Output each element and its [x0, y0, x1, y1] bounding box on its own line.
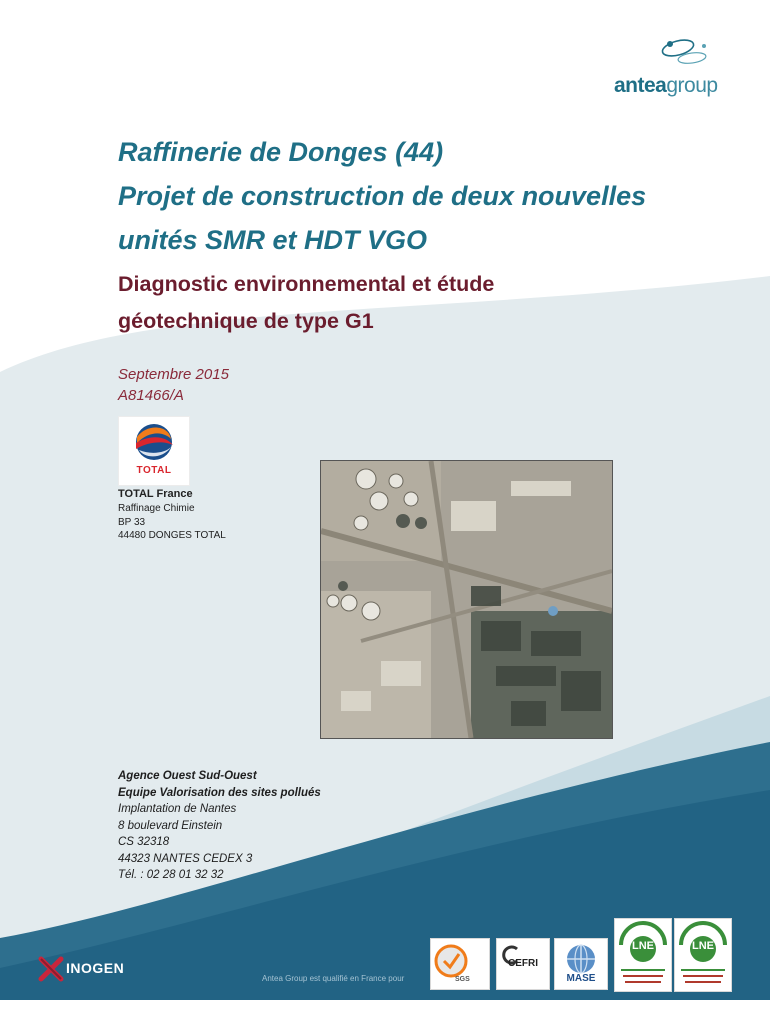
- agency-name: Agence Ouest Sud-Ouest: [118, 770, 257, 782]
- qualification-text: Antea Group est qualifié en France pour: [262, 974, 405, 983]
- report-reference: A81466/A: [118, 387, 184, 404]
- logo-wordmark: [614, 74, 718, 98]
- inogen-x-icon: [38, 956, 64, 982]
- sgs-cert-logo: [430, 938, 490, 990]
- agency-phone: Tél. : 02 28 01 32 32: [118, 869, 224, 881]
- inogen-logo: [38, 954, 148, 984]
- lne-label-2: LNE: [692, 940, 714, 952]
- logo-brand-main: antea: [614, 74, 667, 97]
- client-address-line: 44480 DONGES TOTAL: [118, 530, 226, 541]
- agency-address-line: CS 32318: [118, 836, 170, 848]
- antea-group-logo: [600, 34, 740, 104]
- client-address-line: Raffinage Chimie: [118, 503, 195, 514]
- client-name: TOTAL France: [118, 488, 193, 500]
- subtitle-line-2: géotechnique de type G1: [118, 309, 374, 333]
- client-address-line: BP 33: [118, 516, 146, 528]
- total-logo-label: TOTAL: [136, 465, 172, 476]
- sgs-seal-icon: [431, 939, 489, 979]
- agency-address-line: 44323 NANTES CEDEX 3: [118, 852, 253, 865]
- report-meta: [118, 364, 229, 406]
- antea-swirl-icon: [600, 34, 740, 74]
- agency-block: [118, 768, 321, 884]
- aerial-photo-graphic: [321, 461, 612, 738]
- agency-address-line: Implantation de Nantes: [118, 803, 237, 815]
- cefri-label: CEFRI: [508, 958, 538, 969]
- lne-cert-logo-1: [614, 918, 672, 992]
- title-line-2: Projet de construction de deux nouvelles: [118, 181, 647, 211]
- total-swirl-icon: [119, 417, 189, 465]
- lne-label-1: LNE: [632, 940, 654, 952]
- subtitle-line-1: Diagnostic environnemental et étude: [118, 272, 495, 296]
- report-date: Septembre 2015: [118, 366, 229, 383]
- mase-label: MASE: [566, 973, 596, 984]
- agency-team: Equipe Valorisation des sites pollués: [118, 786, 321, 799]
- lne-cert-logo-2: [674, 918, 732, 992]
- sgs-label: SGS: [455, 976, 470, 983]
- mase-globe-icon: [555, 941, 607, 977]
- cefri-cert-logo: [496, 938, 550, 990]
- document-title: [118, 130, 738, 262]
- title-line-3: unités SMR et HDT VGO: [118, 225, 428, 255]
- document-subtitle: [118, 266, 678, 340]
- agency-address-line: 8 boulevard Einstein: [118, 819, 223, 832]
- title-line-1: Raffinerie de Donges (44): [118, 137, 444, 167]
- logo-brand-light: group: [666, 74, 718, 97]
- inogen-label: INOGEN: [66, 960, 125, 976]
- total-logo: [118, 416, 190, 486]
- aerial-refinery-photo: [320, 460, 613, 739]
- mase-cert-logo: [554, 938, 608, 990]
- client-block: [118, 487, 226, 543]
